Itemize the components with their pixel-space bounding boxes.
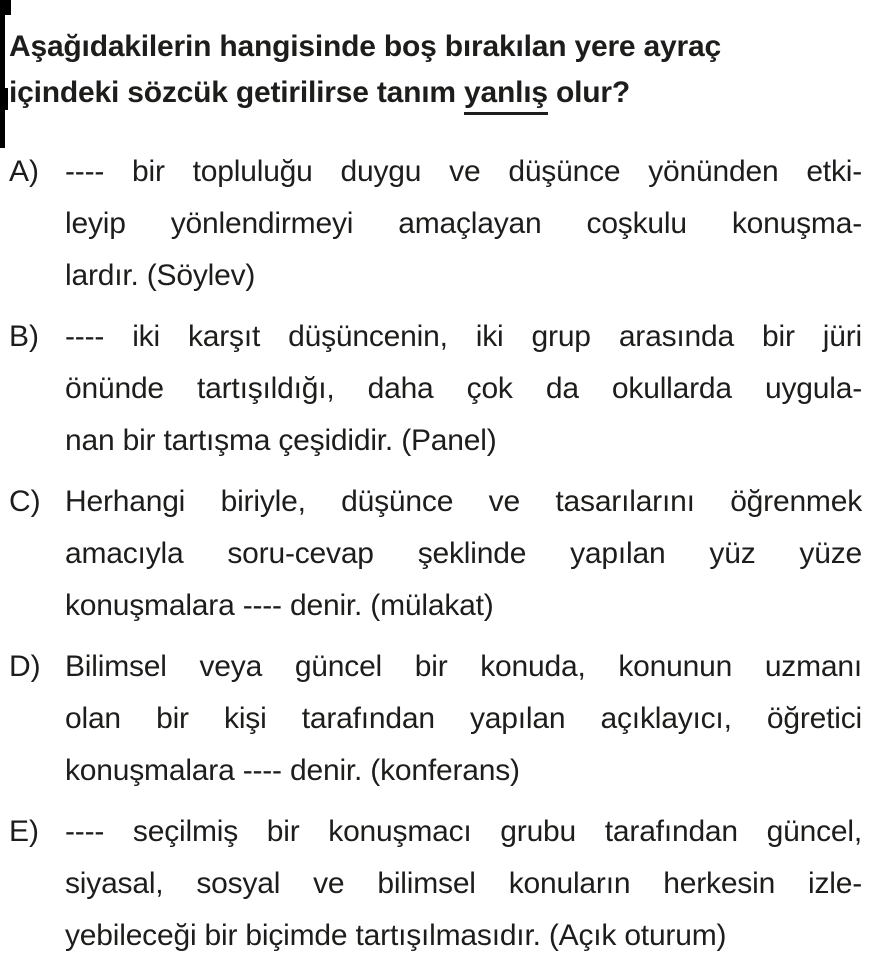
option-d-line1: Bilimsel veya güncel bir konuda, konunun uzmanı: [65, 650, 862, 683]
option-b-line2: önünde tartışıldığı, daha çok da okullarda uygula-: [65, 372, 862, 405]
option-c-line3: konuşmalara ---- denir. (mülakat): [65, 589, 494, 622]
option-e-line3: yebileceği bir biçimde tartışılmasıdır. (Açık oturum): [65, 919, 727, 952]
option-d-line3: konuşmalara ---- denir. (konferans): [65, 754, 520, 787]
option-a-line3: lardır. (Söylev): [65, 259, 256, 292]
option-e-line1: ---- seçilmiş bir konuşmacı grubu tarafından güncel,: [65, 815, 862, 848]
option-b-letter: B): [9, 320, 39, 353]
question-stem-line1: Aşağıdakilerin hangisinde boş bırakılan yere ayraç: [9, 30, 721, 63]
option-c-line1: Herhangi biriyle, düşünce ve tasarılarını öğrenmek: [65, 485, 862, 518]
option-c: [9, 476, 862, 632]
option-b-text: [65, 311, 862, 467]
option-c-text: [65, 476, 862, 632]
option-a-line1: ---- bir topluluğu duygu ve düşünce yönünden etki-: [65, 155, 862, 188]
option-a-letter: A): [9, 155, 39, 188]
question-stem: [9, 24, 860, 116]
option-d: [9, 641, 862, 797]
option-d-text: [65, 641, 862, 797]
option-e-line2: siyasal, sosyal ve bilimsel konuların herkesin izle-: [65, 867, 862, 900]
option-c-letter: C): [9, 485, 41, 518]
option-b-line3: nan bir tartışma çeşididir. (Panel): [65, 424, 497, 457]
scan-edge-artifact-cap: [0, 0, 11, 15]
option-e-letter: E): [9, 815, 39, 848]
option-d-line2: olan bir kişi tarafından yapılan açıklayıcı, öğretici: [65, 702, 862, 735]
option-e: [9, 806, 862, 953]
option-a-line2: leyip yönlendirmeyi amaçlayan coşkulu konuşma-: [65, 207, 862, 240]
option-b-line1: ---- iki karşıt düşüncenin, iki grup arasında bir jüri: [65, 320, 862, 353]
option-b: [9, 311, 862, 467]
option-d-letter: D): [9, 650, 41, 683]
option-e-text: [65, 806, 862, 953]
question-stem-line2-post: olur?: [547, 76, 631, 109]
option-c-line2: amacıyla soru-cevap şeklinde yapılan yüz yüze: [65, 537, 862, 570]
scan-edge-artifact-bump: [0, 88, 8, 110]
scan-edge-artifact: [0, 0, 5, 148]
option-a: [9, 146, 862, 302]
question-stem-underlined-word: yanlış: [464, 76, 548, 115]
options-list: [9, 146, 862, 953]
option-a-text: [65, 146, 862, 302]
question-stem-line2-pre: içindeki sözcük getirilirse tanım: [9, 76, 465, 109]
